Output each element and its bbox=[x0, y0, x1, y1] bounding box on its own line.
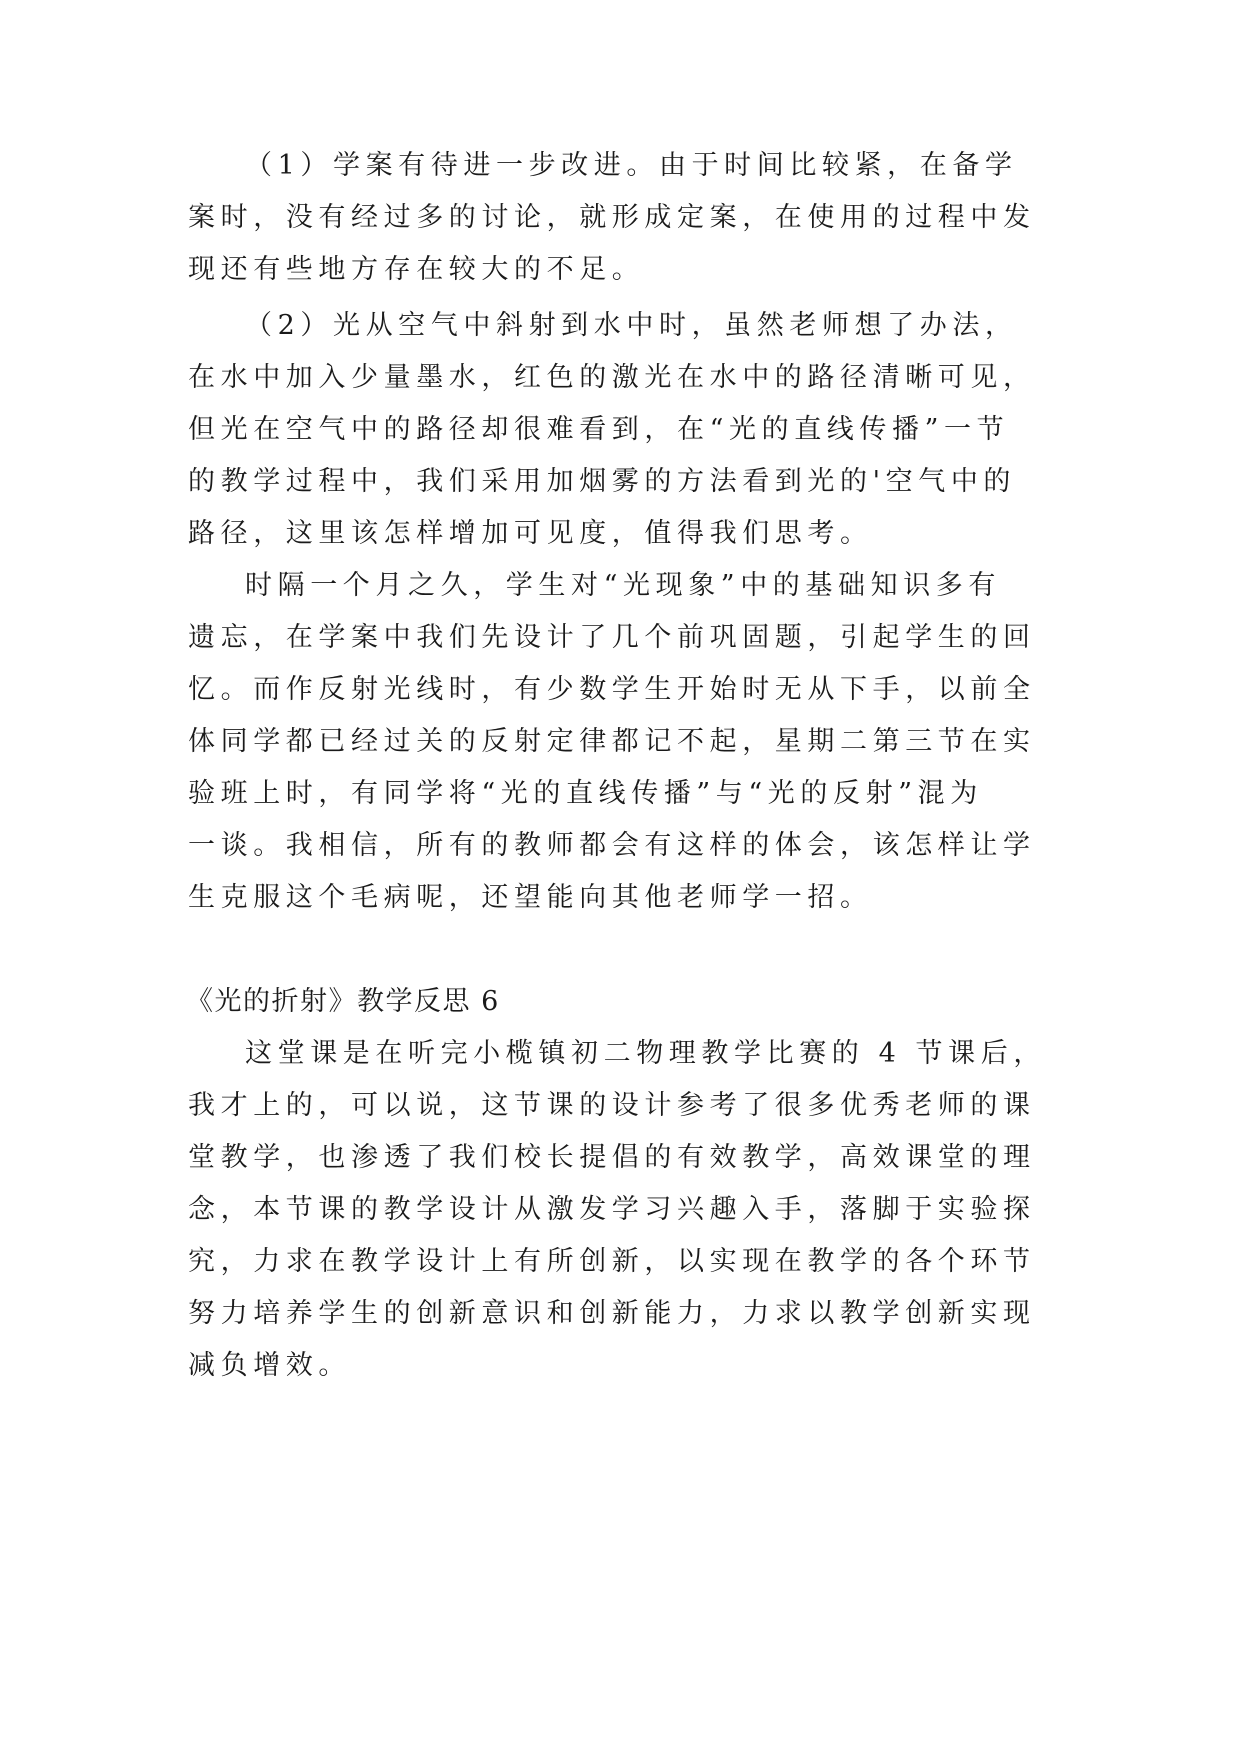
paragraph-line: 堂教学，也渗透了我们校长提倡的有效教学，高效课堂的理 bbox=[188, 1142, 1036, 1173]
paragraph-line: （2）光从空气中斜射到水中时，虽然老师想了办法， bbox=[245, 310, 1018, 341]
paragraph-line: 验班上时，有同学将“光的直线传播”与“光的反射”混为 bbox=[188, 778, 983, 809]
paragraph-line: 念，本节课的教学设计从激发学习兴趣入手，落脚于实验探 bbox=[188, 1194, 1036, 1225]
paragraph-line: 生克服这个毛病呢，还望能向其他老师学一招。 bbox=[188, 882, 873, 913]
section-heading: 《光的折射》教学反思 6 bbox=[186, 986, 500, 1017]
paragraph-line: 遗忘，在学案中我们先设计了几个前巩固题，引起学生的回 bbox=[188, 622, 1036, 653]
paragraph-line: 这堂课是在听完小榄镇初二物理教学比赛的 4 节课后， bbox=[245, 1038, 1046, 1069]
paragraph-line: 体同学都已经过关的反射定律都记不起，星期二第三节在实 bbox=[188, 726, 1036, 757]
paragraph-line: 现还有些地方存在较大的不足。 bbox=[188, 254, 645, 285]
paragraph-line: 努力培养学生的创新意识和创新能力，力求以教学创新实现 bbox=[188, 1298, 1036, 1329]
paragraph-line: 路径，这里该怎样增加可见度，值得我们思考。 bbox=[188, 518, 873, 549]
paragraph-line: 究，力求在教学设计上有所创新，以实现在教学的各个环节 bbox=[188, 1246, 1036, 1277]
paragraph-line: （1）学案有待进一步改进。由于时间比较紧，在备学 bbox=[245, 150, 1018, 181]
paragraph-line: 在水中加入少量墨水，红色的激光在水中的路径清晰可见， bbox=[188, 362, 1036, 393]
paragraph-line: 一谈。我相信，所有的教师都会有这样的体会，该怎样让学 bbox=[188, 830, 1036, 861]
paragraph-line: 减负增效。 bbox=[188, 1350, 351, 1381]
paragraph-line: 我才上的，可以说，这节课的设计参考了很多优秀老师的课 bbox=[188, 1090, 1036, 1121]
paragraph-line: 的教学过程中，我们采用加烟雾的方法看到光的'空气中的 bbox=[188, 466, 1017, 497]
paragraph-line: 忆。而作反射光线时，有少数学生开始时无从下手，以前全 bbox=[188, 674, 1036, 705]
paragraph-line: 案时，没有经过多的讨论，就形成定案，在使用的过程中发 bbox=[188, 202, 1036, 233]
paragraph-line: 时隔一个月之久，学生对“光现象”中的基础知识多有 bbox=[245, 570, 1002, 601]
paragraph-line: 但光在空气中的路径却很难看到，在“光的直线传播”一节 bbox=[188, 414, 1010, 445]
